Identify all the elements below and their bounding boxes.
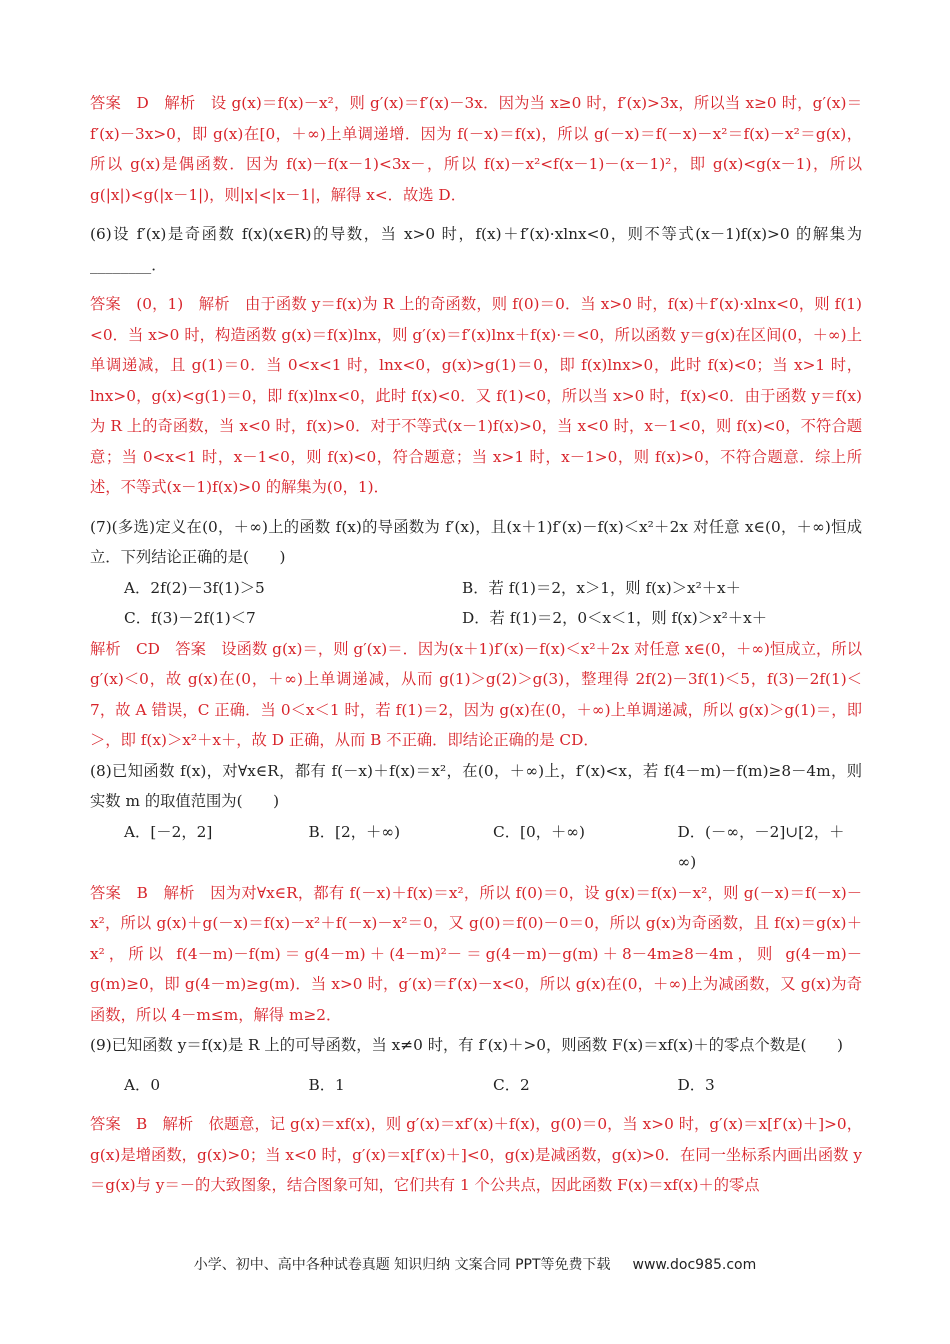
answer-block-8: 答案 B 解析 因为对∀x∈R，都有 f(－x)＋f(x)＝x²，所以 f(0)＝0，设 g(x)＝f(x)－x²，则 g(－x)＝f(－x)－x²，所以 g(x)＋g(－x)＝f(x)－x²＋f(－x)－x²＝0，又 g(0)＝f(0)－0＝0，所以 g(x)为奇函数，且 f(x)＝g(x)＋x²，所以 f(4－m)－f(m)＝g(4－m)＋(4－m)²－＝g(4－m)－g(m)＋8－4m≥8－4m，则 g(4－m)－g(m)≥0，即 g(4－m)≥g(m)．当 x>0 时，g′(x)＝f′(x)－x<0，所以 g(x)在(0，＋∞)上为减函数，又 g(x)为奇函数，所以 4－m≤m，解得 m≥2．	[90, 883, 862, 1024]
footer-text: 小学、初中、高中各种试卷真题 知识归纳 文案合同 PPT等免费下载	[193, 1257, 611, 1273]
question-9: (9)已知函数 y＝f(x)是 R 上的可导函数，当 x≠0 时，有 f′(x)＋>0，则函数 F(x)＝xf(x)＋的零点个数是( )	[90, 1036, 843, 1054]
option-d: D．3	[677, 1075, 715, 1094]
answer-block-9: 答案 B 解析 依题意，记 g(x)＝xf(x)，则 g′(x)＝xf′(x)＋f(x)，g(0)＝0，当 x>0 时，g′(x)＝x[f′(x)＋]>0，g(x)是增函数，g(x)>0；当 x<0 时，g′(x)＝x[f′(x)＋]<0，g(x)是减函数，g(x)>0．在同一坐标系内画出函数 y＝g(x)与 y＝－的大致图象，结合图象可知，它们共有 1 个公共点，因此函数 F(x)＝xf(x)＋的零点	[90, 1115, 862, 1194]
question-9-options	[90, 1070, 862, 1101]
option-b: B．[2，＋∞)	[308, 822, 401, 841]
option-c: C．2	[493, 1075, 530, 1094]
question-7: (7)(多选)定义在(0，＋∞)上的函数 f(x)的导函数为 f′(x)，且(x＋1)f′(x)－f(x)＜x²＋2x 对任意 x∈(0，＋∞)恒成立．下列结论正确的是( )	[90, 517, 862, 566]
question-8-options	[90, 817, 862, 878]
question-7-options-row-1	[90, 573, 862, 604]
option-a: A．0	[124, 1075, 161, 1094]
option-a: A．[－2，2]	[124, 822, 213, 841]
question-7-options-row-2	[90, 603, 862, 634]
answer-block-5: 答案 D 解析 设 g(x)＝f(x)－x²，则 g′(x)＝f′(x)－3x．因为当 x≥0 时，f′(x)>3x，所以当 x≥0 时，g′(x)＝f′(x)－3x>0，即 g(x)在[0，＋∞)上单调递增．因为 f(－x)＝f(x)，所以 g(－x)＝f(－x)－x²＝f(x)－x²＝g(x)，所以 g(x)是偶函数．因为 f(x)－f(x－1)<3x－，所以 f(x)－x²<f(x－1)－(x－1)²，即 g(x)<g(x－1)，所以 g(|x|)<g(|x－1|)，则|x|<|x－1|，解得 x<．故选 D．	[90, 94, 862, 204]
option-c: C．f(3)－2f(1)＜7	[124, 609, 256, 627]
answer-block-7: 解析 CD 答案 设函数 g(x)＝，则 g′(x)＝．因为(x＋1)f′(x)－f(x)＜x²＋2x 对任意 x∈(0，＋∞)恒成立，所以 g′(x)＜0，故 g(x)在(0，＋∞)上单调递减，从而 g(1)＞g(2)＞g(3)，整理得 2f(2)－3f(1)＜5，f(3)－2f(1)＜7，故 A 错误，C 正确．当 0＜x＜1 时，若 f(1)＝2，因为 g(x)在(0，＋∞)上单调递减，所以 g(x)＞g(1)＝，即＞，即 f(x)＞x²＋x＋，故 D 正确，从而 B 不正确．即结论正确的是 CD．	[90, 639, 862, 749]
option-d: D．(－∞，－2]∪[2，＋∞)	[677, 822, 845, 871]
option-b: B．1	[308, 1075, 345, 1094]
answer-block-6: 答案 (0，1) 解析 由于函数 y＝f(x)为 R 上的奇函数，则 f(0)＝0．当 x>0 时，f(x)＋f′(x)·xlnx<0，则 f(1)<0．当 x>0 时，构造函数 g(x)＝f(x)lnx，则 g′(x)＝f′(x)lnx＋f(x)·＝<0，所以函数 y＝g(x)在区间(0，＋∞)上单调递减，且 g(1)＝0．当 0<x<1 时，lnx<0，g(x)>g(1)＝0，即 f(x)lnx>0，此时 f(x)<0；当 x>1 时，lnx>0，g(x)<g(1)＝0，即 f(x)lnx<0，此时 f(x)<0．又 f(1)<0，所以当 x>0 时，f(x)<0．由于函数 y＝f(x)为 R 上的奇函数，当 x<0 时，f(x)>0．对于不等式(x－1)f(x)>0，当 x<0 时，x－1<0，则 f(x)<0，不符合题意；当 0<x<1 时，x－1<0，则 f(x)<0，符合题意；当 x>1 时，x－1>0，则 f(x)>0，不符合题意．综上所述，不等式(x－1)f(x)>0 的解集为(0，1)．	[90, 295, 862, 496]
document-body	[90, 88, 862, 1201]
question-8: (8)已知函数 f(x)，对∀x∈R，都有 f(－x)＋f(x)＝x²，在(0，＋∞)上，f′(x)<x，若 f(4－m)－f(m)≥8－4m，则实数 m 的取值范围为( )	[90, 761, 862, 810]
option-b: B．若 f(1)＝2，x＞1，则 f(x)＞x²＋x＋	[462, 578, 741, 597]
option-d: D．若 f(1)＝2，0＜x＜1，则 f(x)＞x²＋x＋	[462, 609, 768, 627]
page-footer	[0, 1254, 950, 1274]
option-c: C．[0，＋∞)	[493, 822, 586, 841]
footer-url[interactable]: www.doc985.com	[632, 1257, 757, 1273]
option-a: A．2f(2)－3f(1)＞5	[124, 578, 265, 597]
question-6: (6)设 f′(x)是奇函数 f(x)(x∈R)的导数，当 x>0 时，f(x)＋f′(x)·xlnx<0，则不等式(x－1)f(x)>0 的解集为________．	[90, 225, 862, 274]
